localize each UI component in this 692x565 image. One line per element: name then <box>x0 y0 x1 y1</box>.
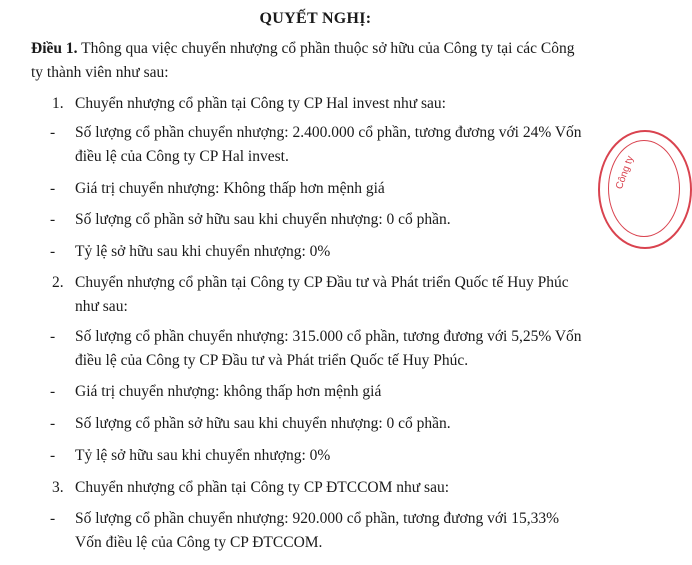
s2-bullet-2: Giá trị chuyển nhượng: không thấp hơn mệnh giá <box>75 383 382 400</box>
s2-bullet-1-line2: điều lệ của Công ty CP Đầu tư và Phát triển Quốc tế Huy Phúc. <box>75 352 469 369</box>
dash-bullet: - <box>50 447 56 464</box>
s1-bullet-3: Số lượng cổ phần sở hữu sau khi chuyển nhượng: 0 cổ phần. <box>75 211 451 228</box>
article-1-intro <box>31 38 574 60</box>
article-intro-text: Thông qua việc chuyển nhượng cổ phần thuộc sở hữu của Công ty tại các Công <box>77 40 575 57</box>
resolution-heading: QUYẾT NGHỊ: <box>259 10 372 27</box>
s1-bullet-1-line2: điều lệ của Công ty CP Hal invest. <box>75 148 289 165</box>
article-intro-line2: ty thành viên như sau: <box>31 64 169 81</box>
dash-bullet: - <box>50 124 56 141</box>
s2-bullet-1-line1: Số lượng cổ phần chuyển nhượng: 315.000 cổ phần, tương đương với 5,25% Vốn <box>75 328 582 345</box>
dash-bullet: - <box>50 243 56 260</box>
section-3-title: Chuyển nhượng cổ phần tại Công ty CP ĐTCCOM như sau: <box>75 479 450 496</box>
section-1-title: Chuyển nhượng cổ phần tại Công ty CP Hal invest như sau: <box>75 95 446 112</box>
s1-bullet-2: Giá trị chuyển nhượng: Không thấp hơn mệnh giá <box>75 180 385 197</box>
company-stamp <box>598 130 692 249</box>
section-3-number: 3. <box>52 479 64 496</box>
stamp-text: Công ty <box>614 154 637 191</box>
dash-bullet: - <box>50 328 56 345</box>
s1-bullet-4: Tỷ lệ sở hữu sau khi chuyển nhượng: 0% <box>75 243 331 260</box>
section-2-title-line2: như sau: <box>75 298 128 315</box>
dash-bullet: - <box>50 510 56 527</box>
section-1-number: 1. <box>52 95 64 112</box>
s2-bullet-4: Tỷ lệ sở hữu sau khi chuyển nhượng: 0% <box>75 447 331 464</box>
s3-bullet-1-line1: Số lượng cổ phần chuyển nhượng: 920.000 cổ phần, tương đương với 15,33% <box>75 510 559 527</box>
s3-bullet-1-line2: Vốn điều lệ của Công ty CP ĐTCCOM. <box>75 534 323 551</box>
dash-bullet: - <box>50 383 56 400</box>
s1-bullet-1-line1: Số lượng cổ phần chuyển nhượng: 2.400.000 cổ phần, tương đương với 24% Vốn <box>75 124 582 141</box>
section-2-number: 2. <box>52 274 64 291</box>
dash-bullet: - <box>50 211 56 228</box>
dash-bullet: - <box>50 180 56 197</box>
s2-bullet-3: Số lượng cổ phần sở hữu sau khi chuyển nhượng: 0 cổ phần. <box>75 415 451 432</box>
article-label: Điều 1. <box>31 40 78 57</box>
section-2-title: Chuyển nhượng cổ phần tại Công ty CP Đầu tư và Phát triển Quốc tế Huy Phúc <box>75 274 569 291</box>
dash-bullet: - <box>50 415 56 432</box>
